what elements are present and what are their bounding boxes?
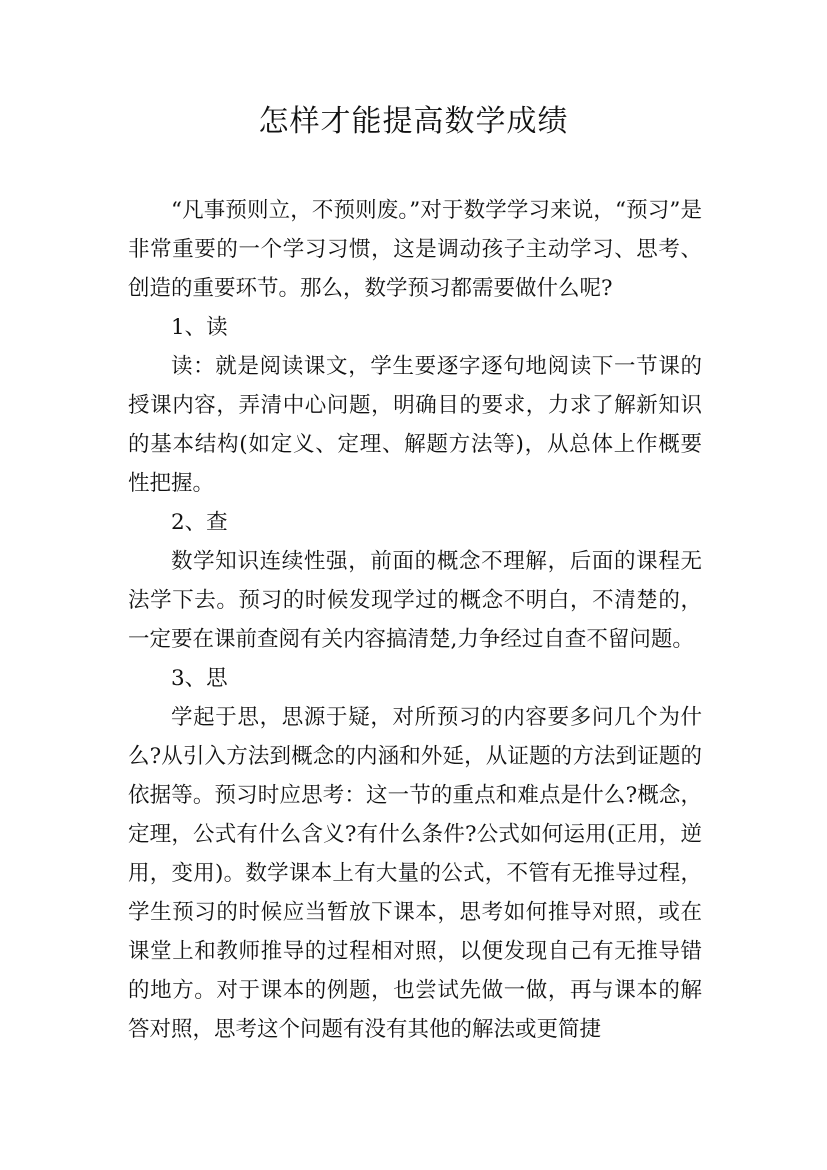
section-heading-check: 2、查: [171, 510, 228, 535]
document-body: [128, 191, 702, 1049]
page-title: 怎样才能提高数学成绩: [258, 104, 569, 139]
paragraph-check: 数学知识连续性强，前面的概念不理解，后面的课程无法学下去。预习的时候发现学过的概念不明白，不清楚的，一定要在课前查阅有关内容搞清楚,力争经过自查不留问题。: [128, 549, 702, 652]
intro-paragraph: “凡事预则立，不预则废。”对于数学学习来说，“预习”是非常重要的一个学习习惯，这是调动孩子主动学习、思考、创造的重要环节。那么，数学预习都需要做什么呢?: [128, 198, 702, 301]
paragraph-think: 学起于思，思源于疑，对所预习的内容要多问几个为什么?从引入方法到概念的内涵和外延，从证题的方法到证题的依据等。预习时应思考：这一节的重点和难点是什么?概念，定理，公式有什么含义?有什么条件?公式如何运用(正用，逆用，变用)。数学课本上有大量的公式，不管有无推导过程，学生预习的时候应当暂放下课本，思考如何推导对照，或在课堂上和教师推导的过程相对照，以便发现自己有无推导错的地方。对于课本的例题，也尝试先做一做，再与课本的解答对照，思考这个问题有没有其他的解法或更简捷: [128, 705, 702, 1042]
paragraph-read: 读：就是阅读课文，学生要逐字逐句地阅读下一节课的授课内容，弄清中心问题，明确目的要求，力求了解新知识的基本结构(如定义、定理、解题方法等)，从总体上作概要性把握。: [128, 354, 702, 496]
section-heading-think: 3、思: [171, 666, 228, 691]
section-heading-read: 1、读: [171, 315, 228, 340]
